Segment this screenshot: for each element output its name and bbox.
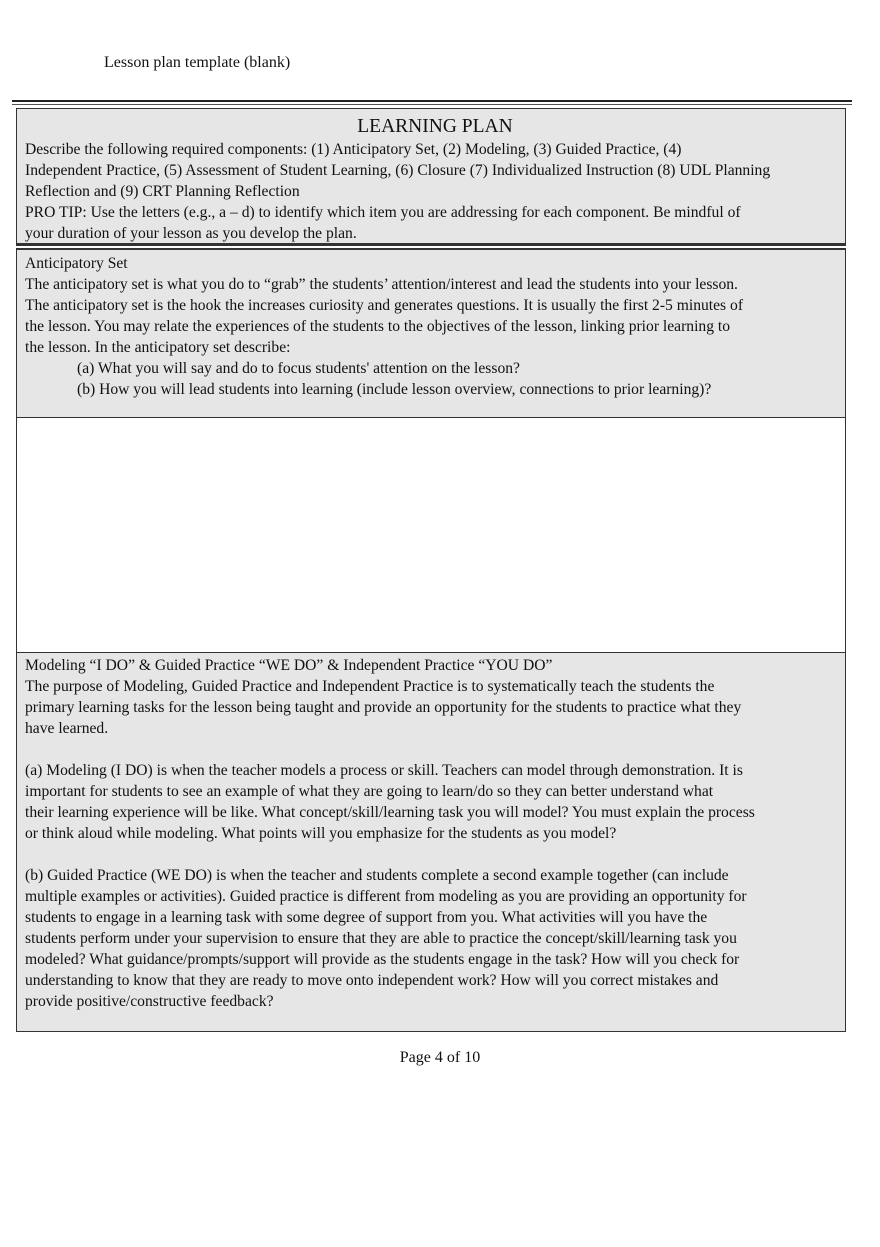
anticipatory-heading: Anticipatory Set xyxy=(25,255,128,272)
plan-line: Describe the following required components: (1) Anticipatory Set, (2) Modeling, (3) Guided Practice, (4) xyxy=(25,141,682,158)
anticipatory-item: (a) What you will say and do to focus students' attention on the lesson? xyxy=(77,360,520,377)
anticipatory-line: The anticipatory set is the hook the increases curiosity and generates questions. It is usually the first 2-5 minutes of xyxy=(25,297,744,314)
modeling-heading: Modeling “I DO” & Guided Practice “WE DO” & Independent Practice “YOU DO” xyxy=(25,657,553,674)
anticipatory-set-box xyxy=(16,250,846,418)
anticipatory-line: The anticipatory set is what you do to “grab” the students’ attention/interest and lead the students into your lesson. xyxy=(25,276,738,293)
section-divider xyxy=(16,244,846,246)
plan-line: PRO TIP: Use the letters (e.g., a – d) to identify which item you are addressing for each component. Be mindful of xyxy=(25,204,741,221)
modeling-part-a-line: or think aloud while modeling. What points will you emphasize for the students as you model? xyxy=(25,825,617,842)
modeling-part-b-line: understanding to know that they are ready to move onto independent work? How will you correct mistakes and xyxy=(25,972,719,989)
modeling-box xyxy=(16,652,846,1032)
plan-line: your duration of your lesson as you develop the plan. xyxy=(25,225,357,242)
page-number: Page 4 of 10 xyxy=(399,1049,481,1066)
document-header: Lesson plan template (blank) xyxy=(104,54,291,71)
anticipatory-line: the lesson. In the anticipatory set describe: xyxy=(25,339,291,356)
anticipatory-line: the lesson. You may relate the experiences of the students to the objectives of the lesson, linking prior learning to xyxy=(25,318,731,335)
plan-line: Independent Practice, (5) Assessment of Student Learning, (6) Closure (7) Individualized Instruction (8) UDL Planning xyxy=(25,162,771,179)
modeling-part-a-line: their learning experience will be like. What concept/skill/learning task you will model? You must explain the process xyxy=(25,804,755,821)
header-rule xyxy=(12,100,852,102)
modeling-part-a-line: (a) Modeling (I DO) is when the teacher models a process or skill. Teachers can model through demonstration. It is xyxy=(25,762,743,779)
modeling-part-b-line: students to engage in a learning task with some degree of support from you. What activities will you have the xyxy=(25,909,708,926)
modeling-intro-line: have learned. xyxy=(25,720,109,737)
plan-line: Reflection and (9) CRT Planning Reflection xyxy=(25,183,300,200)
modeling-intro-line: The purpose of Modeling, Guided Practice and Independent Practice is to systematically teach the students the xyxy=(25,678,715,695)
learning-plan-box xyxy=(16,108,846,244)
modeling-part-b-line: provide positive/constructive feedback? xyxy=(25,993,274,1010)
modeling-part-a-line: important for students to see an example of what they are going to learn/do so they can better understand what xyxy=(25,783,714,800)
modeling-intro-line: primary learning tasks for the lesson being taught and provide an opportunity for the students to practice what they xyxy=(25,699,742,716)
modeling-part-b-line: multiple examples or activities). Guided practice is different from modeling as you are providing an opportunity for xyxy=(25,888,747,905)
anticipatory-item: (b) How you will lead students into learning (include lesson overview, connections to prior learning)? xyxy=(77,381,712,398)
modeling-part-b-line: modeled? What guidance/prompts/support will provide as the students engage in the task? How will you check for xyxy=(25,951,740,968)
learning-plan-title: LEARNING PLAN xyxy=(357,116,513,137)
header-rule-thin xyxy=(12,104,852,105)
modeling-part-b-line: students perform under your supervision to ensure that they are able to practice the concept/skill/learning task you xyxy=(25,930,737,947)
anticipatory-response-area[interactable] xyxy=(16,418,846,652)
modeling-part-b-line: (b) Guided Practice (WE DO) is when the teacher and students complete a second example together (can include xyxy=(25,867,729,884)
